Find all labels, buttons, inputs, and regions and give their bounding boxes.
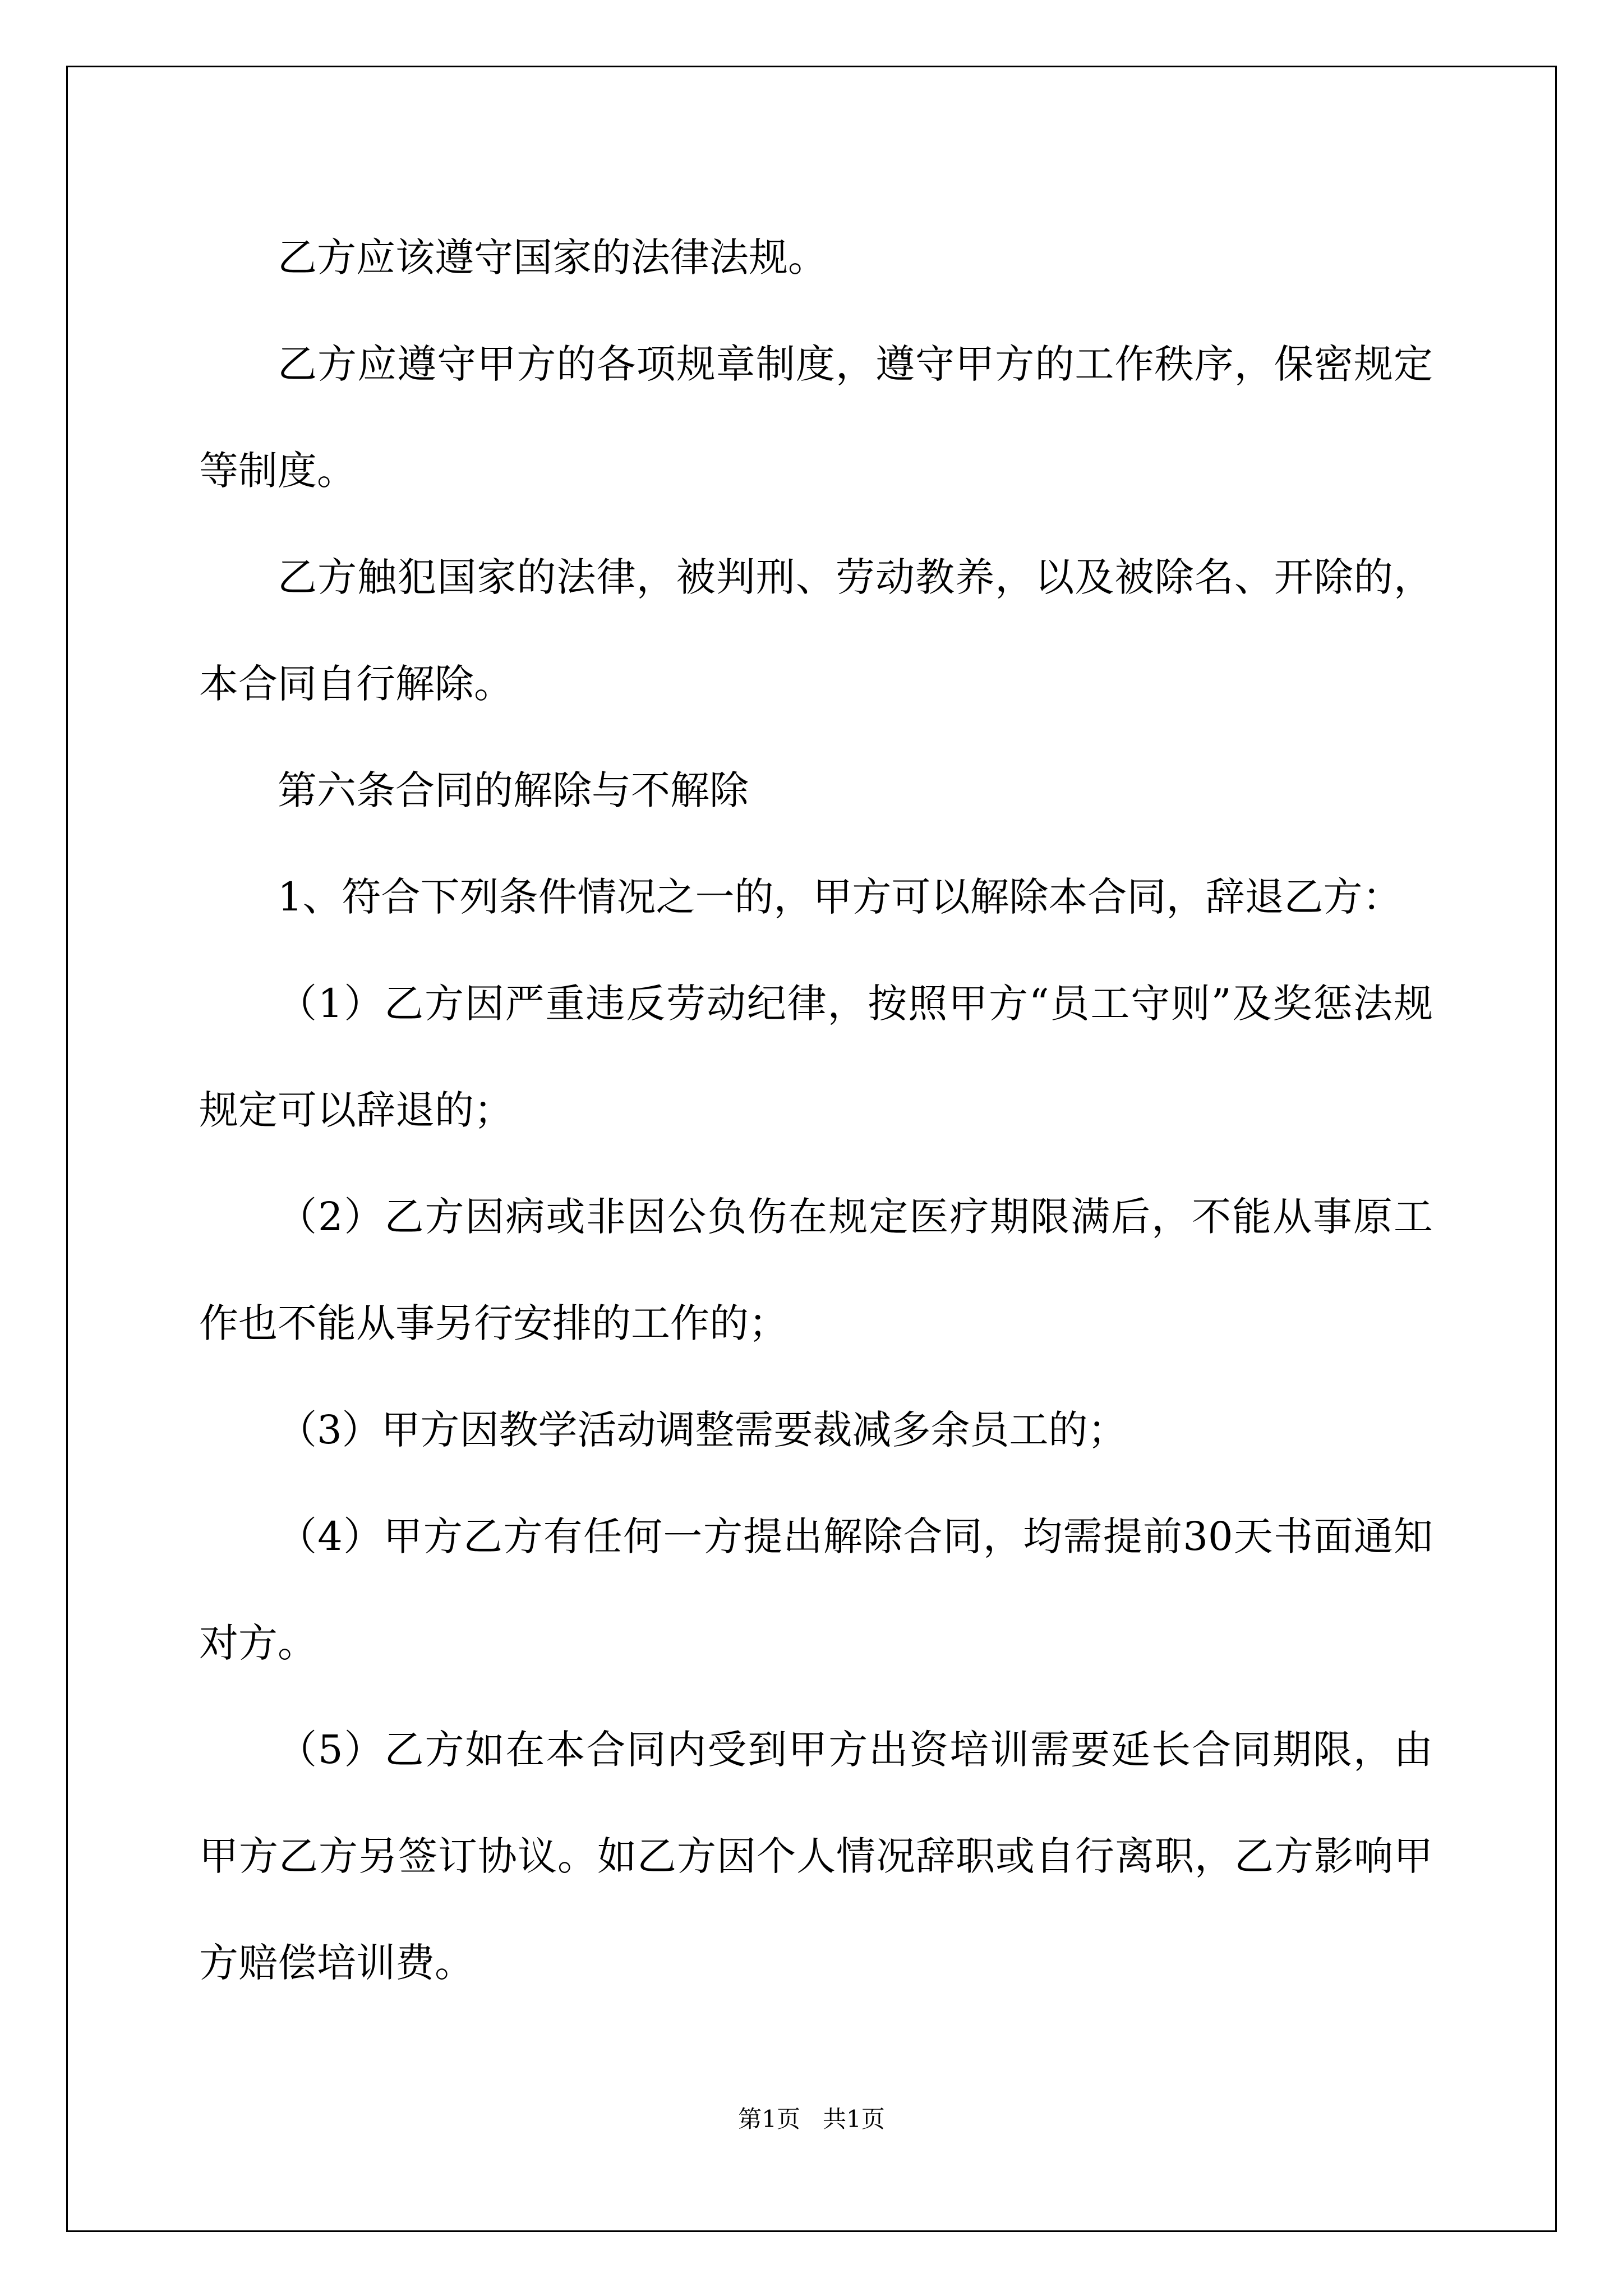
section-heading: 第六条合同的解除与不解除 [278, 767, 749, 813]
list-item: （3）甲方因教学活动调整需要裁减多余员工的； [278, 1407, 1127, 1453]
page-footer [0, 2101, 1623, 2134]
paragraph: 乙方应遵守甲方的各项规章制度，遵守甲方的工作秩序，保密规定等制度。 [199, 341, 1433, 494]
list-item: （4）甲方乙方有任何一方提出解除合同，均需提前30天书面通知对方。 [199, 1513, 1433, 1666]
page-total: 共1页 [823, 2105, 885, 2133]
paragraph: 乙方应该遵守国家的法律法规。 [278, 234, 827, 280]
list-item: （2）乙方因病或非因公负伤在规定医疗期限满后，不能从事原工作也不能从事另行安排的工作的； [199, 1194, 1433, 1346]
list-item: （5）乙方如在本合同内受到甲方出资培训需要延长合同期限，由甲方乙方另签订协议。如乙方因个人情况辞职或自行离职，乙方影响甲方赔偿培训费。 [199, 1727, 1433, 1986]
page-number: 第1页 [738, 2105, 800, 2133]
document-body [199, 204, 1433, 2016]
paragraph: 1、符合下列条件情况之一的，甲方可以解除本合同，辞退乙方： [278, 874, 1402, 920]
list-item: （1）乙方因严重违反劳动纪律，按照甲方“员工守则”及奖惩法规规定可以辞退的； [199, 981, 1433, 1133]
paragraph: 乙方触犯国家的法律，被判刑、劳动教养，以及被除名、开除的，本合同自行解除。 [199, 554, 1433, 707]
